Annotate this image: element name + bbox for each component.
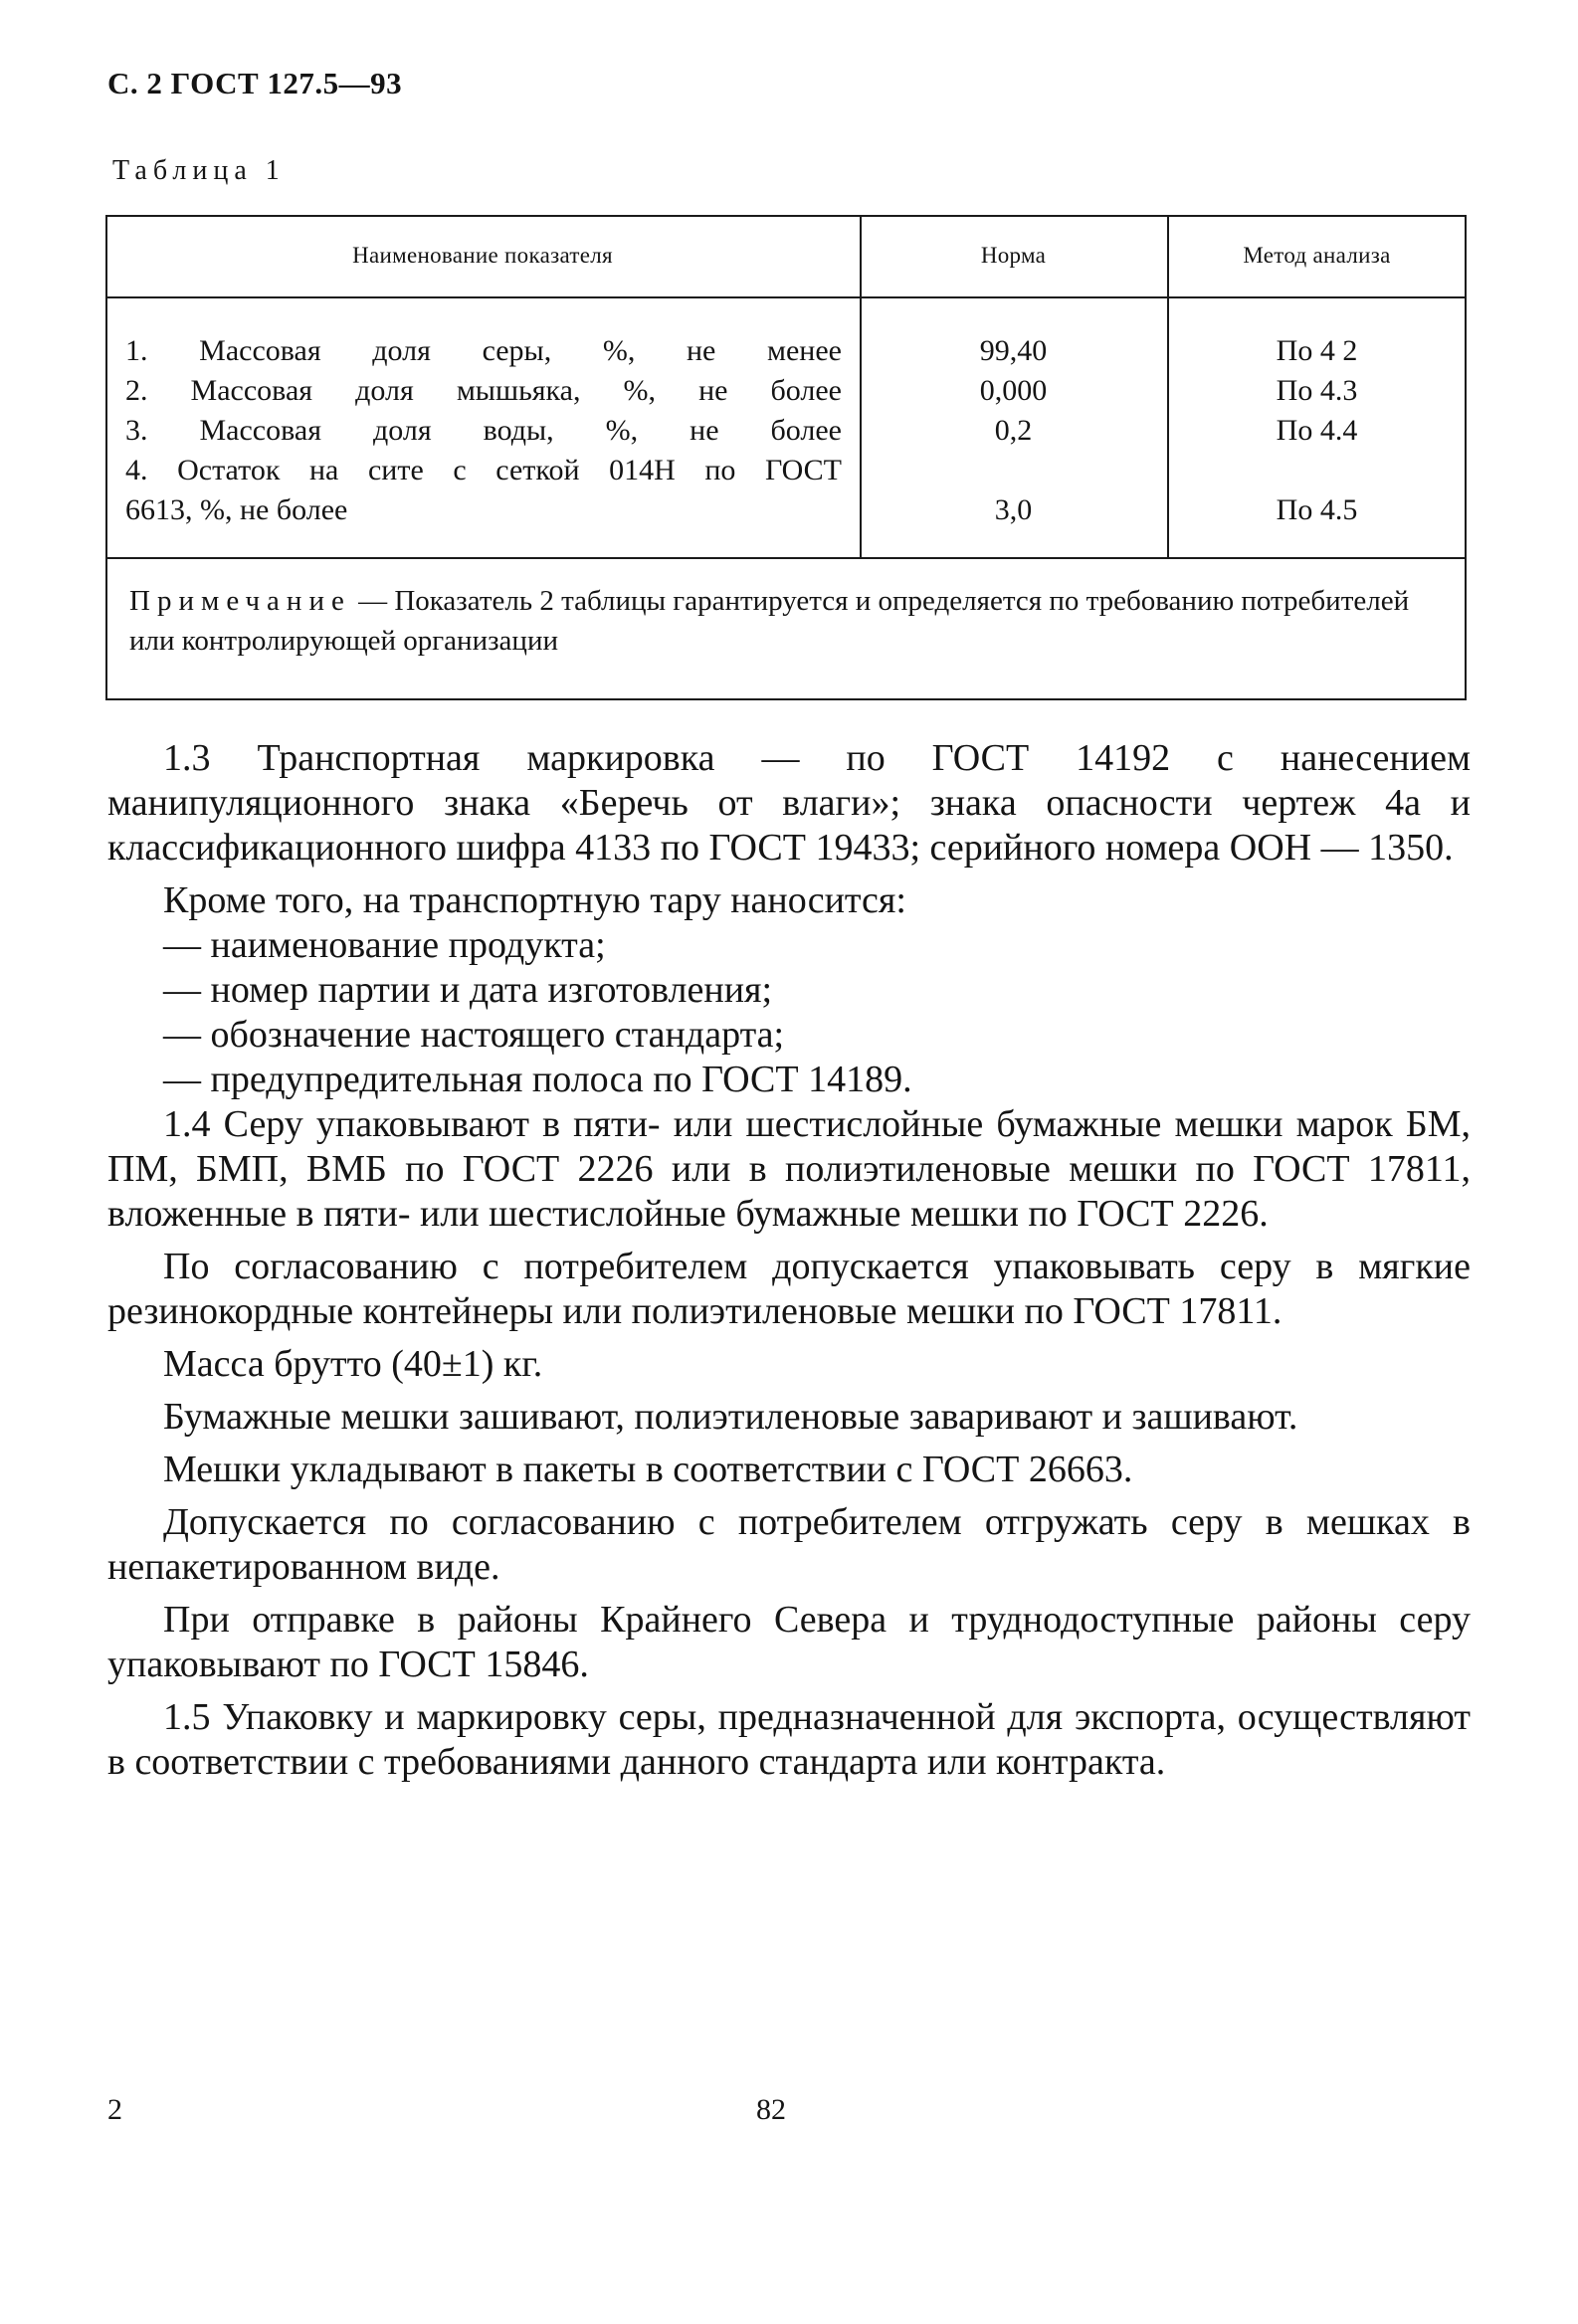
list-item: — предупредительная полоса по ГОСТ 14189.	[163, 1059, 912, 1100]
list-item: — обозначение настоящего стандарта;	[163, 1014, 785, 1056]
note-divider	[105, 557, 1467, 559]
header-divider	[105, 296, 1467, 298]
table-row	[105, 493, 1467, 533]
row-name: 1. Массовая доля серы, %, не менее	[125, 334, 842, 367]
column-header-norm: Норма	[980, 243, 1047, 268]
row-norm: 0,2	[994, 414, 1033, 447]
table-row	[105, 454, 1467, 493]
note-text: — Показатель 2 таблицы гарантируется и определяется по требованию потребителей или контролирующей организации	[129, 585, 1410, 657]
data-table	[105, 215, 1467, 700]
body-text	[107, 736, 1471, 1785]
row-name: 4. Остаток на сите с сеткой 014Н по ГОСТ	[125, 454, 842, 486]
paragraph: Масса брутто (40±1) кг.	[163, 1343, 543, 1385]
column-header-method: Метод анализа	[1243, 243, 1391, 268]
table-note	[129, 581, 1443, 661]
paragraph-1-5: 1.5 Упаковку и маркировку серы, предназначенной для экспорта, осуществляют в соответствии с требованиями данного стандарта или контракта.	[107, 1696, 1471, 1783]
paragraph: Мешки укладывают в пакеты в соответствии с ГОСТ 26663.	[163, 1449, 1133, 1490]
table-caption: Таблица 1	[112, 155, 286, 186]
row-method: По 4 2	[1276, 334, 1358, 367]
list-item: — номер партии и дата изготовления;	[163, 969, 773, 1011]
paragraph-1-3: 1.3 Транспортная маркировка — по ГОСТ 14192 с нанесением манипуляционного знака «Беречь от влаги»; знака опасности чертеж 4а и классификационного шифра 4133 по ГОСТ 19433; серийного номера ООН — 1350.	[107, 737, 1471, 869]
paragraph: Бумажные мешки зашивают, полиэтиленовые заваривают и зашивают.	[163, 1396, 1298, 1438]
row-method: По 4.5	[1276, 493, 1358, 526]
row-name: 2. Массовая доля мышьяка, %, не более	[125, 374, 842, 407]
paragraph: При отправке в районы Крайнего Севера и труднодоступные районы серу упаковывают по ГОСТ 15846.	[107, 1599, 1471, 1685]
row-name: 6613, %, не более	[125, 493, 348, 526]
table-row	[105, 374, 1467, 414]
note-label: Примечание	[129, 585, 351, 617]
list-item: — наименование продукта;	[163, 924, 606, 966]
column-header-name: Наименование показателя	[352, 243, 613, 268]
row-method: По 4.3	[1276, 374, 1358, 407]
row-name: 3. Массовая доля воды, %, не более	[125, 414, 842, 447]
paragraph: Кроме того, на транспортную тару наносится:	[163, 879, 906, 921]
row-norm: 99,40	[979, 334, 1048, 367]
paragraph-1-4: 1.4 Серу упаковывают в пяти- или шестислойные бумажные мешки марок БМ, ПМ, БМП, ВМБ по ГОСТ 2226 или в полиэтиленовые мешки по ГОСТ 17811, вложенные в пяти- или шестислойные бумажные мешки по ГОСТ 2226.	[107, 1103, 1471, 1235]
table-row	[105, 334, 1467, 374]
table-row	[105, 414, 1467, 454]
row-norm: 3,0	[994, 493, 1033, 526]
page-number-left: 2	[107, 2093, 122, 2126]
paragraph: Допускается по согласованию с потребителем отгружать серу в мешках в непакетированном виде.	[107, 1501, 1471, 1588]
page-header: С. 2 ГОСТ 127.5—93	[107, 66, 403, 100]
row-method: По 4.4	[1276, 414, 1358, 447]
page-number-center: 82	[756, 2093, 786, 2126]
paragraph: По согласованию с потребителем допускается упаковывать серу в мягкие резинокордные контейнеры или полиэтиленовые мешки по ГОСТ 17811.	[107, 1246, 1471, 1332]
row-norm: 0,000	[979, 374, 1048, 407]
